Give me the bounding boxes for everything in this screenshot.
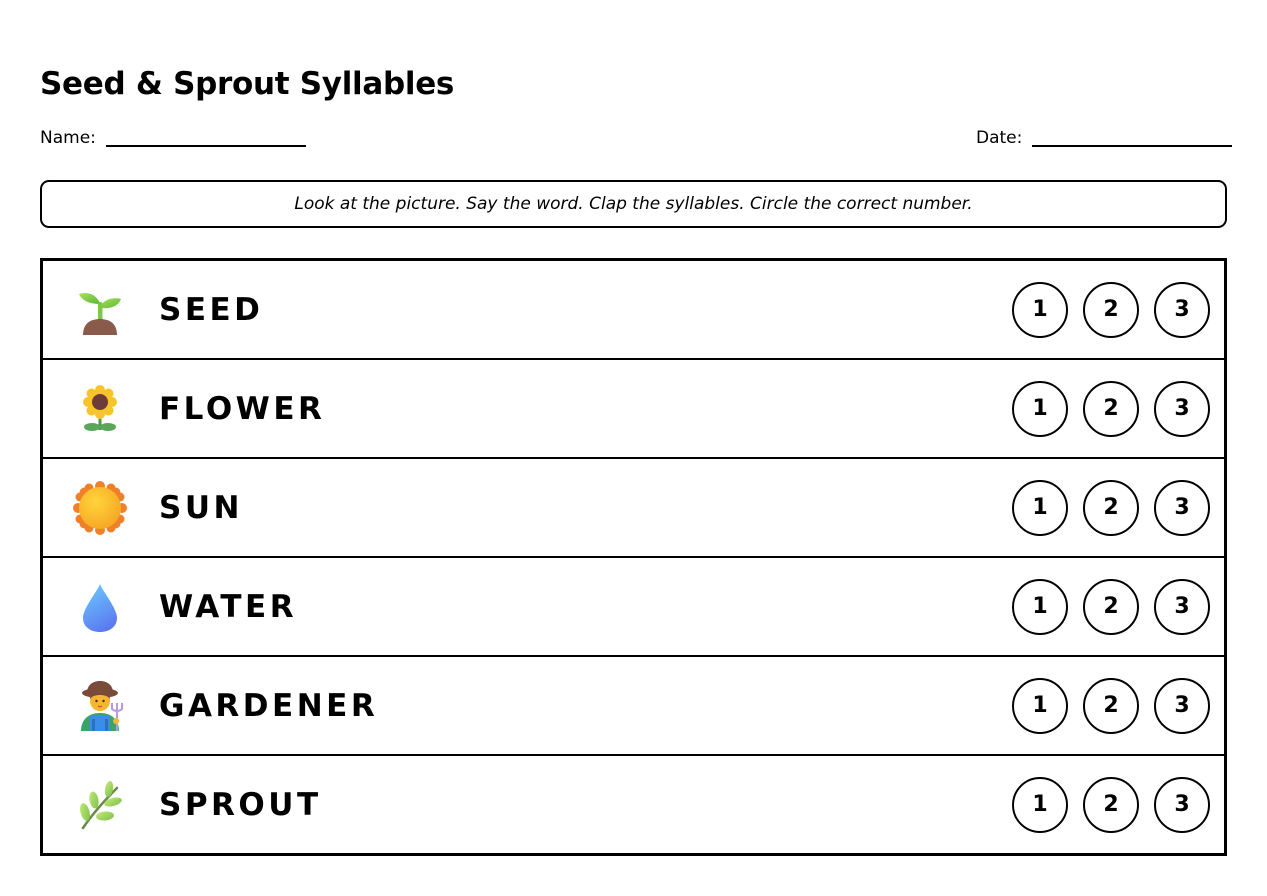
table-row bbox=[43, 657, 1224, 756]
word-label: SUN bbox=[159, 489, 243, 526]
sunflower-icon bbox=[73, 382, 127, 436]
date-input-line[interactable] bbox=[1032, 145, 1232, 147]
choice-2[interactable]: 2 bbox=[1083, 480, 1139, 536]
instructions-text: Look at the picture. Say the word. Clap the syllables. Circle the correct number. bbox=[294, 194, 973, 214]
word-label: FLOWER bbox=[159, 390, 326, 427]
date-field bbox=[976, 127, 1232, 149]
choice-3[interactable]: 3 bbox=[1154, 381, 1210, 437]
water-drop-icon bbox=[73, 580, 127, 634]
syllable-choices bbox=[1012, 777, 1210, 833]
table-row bbox=[43, 360, 1224, 459]
syllable-choices bbox=[1012, 381, 1210, 437]
choice-2[interactable]: 2 bbox=[1083, 579, 1139, 635]
syllable-choices bbox=[1012, 678, 1210, 734]
choice-3[interactable]: 3 bbox=[1154, 480, 1210, 536]
name-label: Name: bbox=[40, 128, 96, 148]
choice-3[interactable]: 3 bbox=[1154, 777, 1210, 833]
choice-2[interactable]: 2 bbox=[1083, 282, 1139, 338]
word-label: GARDENER bbox=[159, 687, 379, 724]
choice-1[interactable]: 1 bbox=[1012, 678, 1068, 734]
date-label: Date: bbox=[976, 128, 1023, 148]
choice-3[interactable]: 3 bbox=[1154, 678, 1210, 734]
choice-2[interactable]: 2 bbox=[1083, 678, 1139, 734]
table-row bbox=[43, 756, 1224, 853]
syllable-table bbox=[40, 258, 1227, 856]
table-row bbox=[43, 558, 1224, 657]
syllable-choices bbox=[1012, 282, 1210, 338]
word-label: WATER bbox=[159, 588, 298, 625]
word-label: SPROUT bbox=[159, 786, 322, 823]
choice-1[interactable]: 1 bbox=[1012, 381, 1068, 437]
choice-3[interactable]: 3 bbox=[1154, 579, 1210, 635]
syllable-choices bbox=[1012, 480, 1210, 536]
seedling-icon bbox=[73, 283, 127, 337]
choice-2[interactable]: 2 bbox=[1083, 777, 1139, 833]
name-input-line[interactable] bbox=[106, 145, 306, 147]
table-row bbox=[43, 459, 1224, 558]
instructions-box bbox=[40, 180, 1227, 228]
choice-1[interactable]: 1 bbox=[1012, 480, 1068, 536]
choice-1[interactable]: 1 bbox=[1012, 282, 1068, 338]
herb-icon bbox=[73, 778, 127, 832]
word-label: SEED bbox=[159, 291, 264, 328]
choice-1[interactable]: 1 bbox=[1012, 777, 1068, 833]
name-field bbox=[40, 127, 306, 149]
choice-3[interactable]: 3 bbox=[1154, 282, 1210, 338]
syllable-choices bbox=[1012, 579, 1210, 635]
farmer-icon bbox=[73, 679, 127, 733]
choice-2[interactable]: 2 bbox=[1083, 381, 1139, 437]
table-row bbox=[43, 261, 1224, 360]
sun-icon bbox=[73, 481, 127, 535]
choice-1[interactable]: 1 bbox=[1012, 579, 1068, 635]
page-title: Seed & Sprout Syllables bbox=[40, 66, 455, 102]
